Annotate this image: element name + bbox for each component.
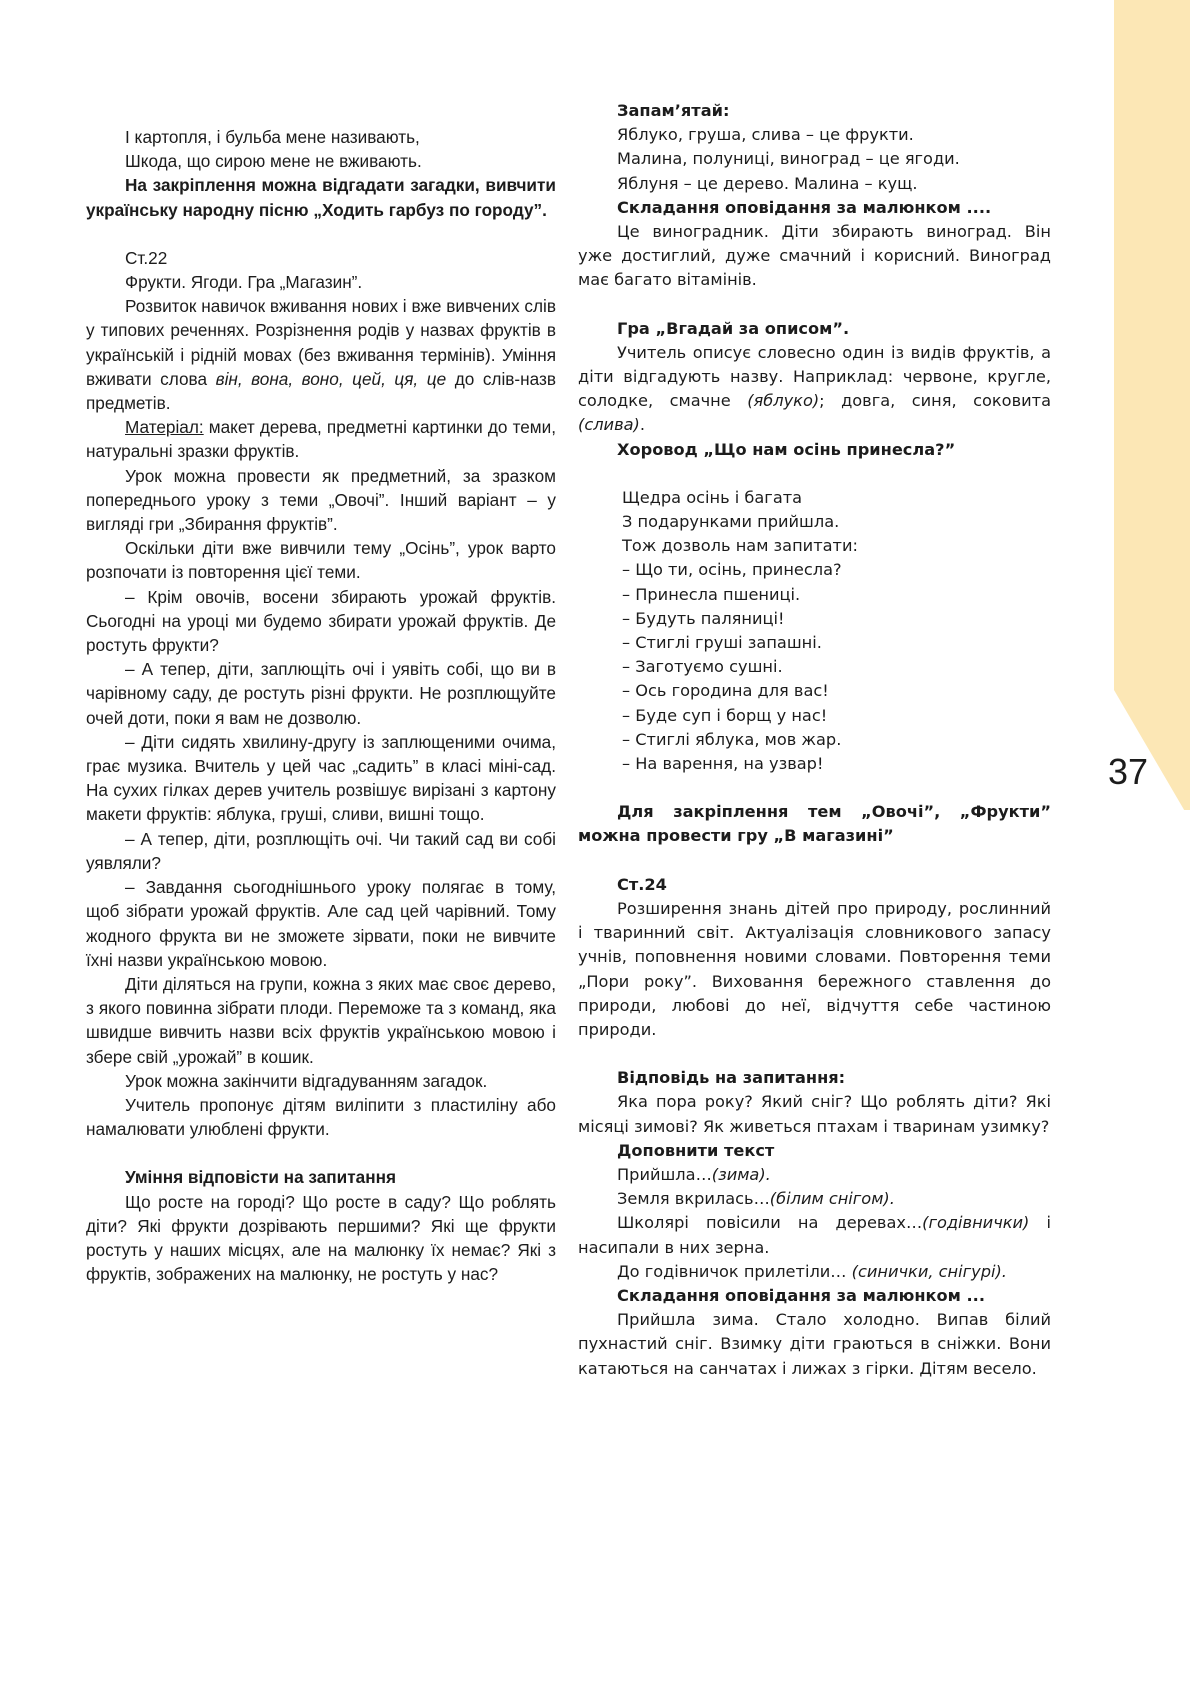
riddle-line-1: І картопля, і бульба мене називають, [125, 127, 420, 147]
answer-heading: Уміння відповісти на запитання [125, 1167, 396, 1188]
expansion-paragraph: Розширення знань дітей про природу, рослинний і тваринний світ. Актуалізація словникового запасу учнів, поповнення новими словами. Повторення теми „Пори року”. Виховання бережного ставлення до природи, любові до неї, відчуття себе частиною природи. [578, 898, 1051, 1039]
close-eyes-paragraph: – А тепер, діти, заплющіть очі і уявіть собі, що ви в чарівному саду, де ростуть різні фрукти. Не розплющуйте очей доти, поки я вам не дозволю. [86, 659, 556, 728]
poem-line: – Буде суп і борщ у нас! [622, 705, 828, 725]
fill-line-4-text: До годівничок прилетіли… [617, 1261, 847, 1281]
page-tab [1114, 0, 1190, 810]
poem-line: Тож дозволь нам запитати: [622, 536, 858, 556]
goals-text: Розвиток навичок вживання нових і вже вивчених слів у типових реченнях. Розрізнення родів у назвах фруктів в українській і рідній мовах (без вживання термінів). Уміння вживати слова [86, 296, 556, 389]
questions-text: Яка пора року? Який сніг? Що роблять діти? Які місяці зимові? Як живеться птахам і тваринам узимку? [578, 1092, 1051, 1136]
poem-line: З подарунками прийшла. [622, 512, 840, 532]
fill-line-4 [578, 1260, 1051, 1284]
material-paragraph [86, 415, 556, 463]
consolidation-note: На закріплення можна відгадати загадки, вивчити українську народну пісню „Ходить гарбуз по городу”. [86, 175, 556, 220]
goals-pronouns: він, вона, воно, цей, ця, це [215, 368, 447, 389]
open-eyes-paragraph: – А тепер, діти, розплющіть очі. Чи такий сад ви собі уявляли? [86, 828, 556, 873]
story-heading-2: Складання оповідання за малюнком ... [617, 1285, 985, 1305]
round-dance-heading: Хоровод „Що нам осінь принесла?” [617, 439, 956, 459]
poem-line: – На варення, на узвар! [622, 754, 824, 774]
lesson-goals [86, 294, 556, 415]
goals-text-end: до слів-назв предметів. [86, 368, 556, 414]
music-paragraph: – Діти сидять хвилину-другу із заплющеними очима, грає музика. Вчитель у цей час „садить” в класі міні-сад. На сухих гілках дерев учитель розвішує вирізані з картону макети фруктів: яблука, груші, сливи, вишні тощо. [86, 731, 556, 825]
story-heading: Складання оповідання за малюнком .... [617, 197, 992, 217]
poem-line: – Принесла пшениці. [622, 584, 801, 604]
remember-heading: Запам’ятай: [617, 101, 730, 120]
left-column [86, 125, 556, 1286]
material-text: макет дерева, предметні картинки до теми, натуральні зразки фруктів. [86, 417, 556, 462]
game-text [578, 341, 1051, 438]
lesson-title: Фрукти. Ягоди. Гра „Магазин”. [125, 272, 363, 293]
fill-line-3-end: і насипали в них зерна. [578, 1213, 1051, 1257]
riddle-line-2: Шкода, що сирою мене не вживають. [125, 151, 422, 172]
game-answer-plum: (слива) [578, 415, 640, 435]
page-number: 37 [1107, 751, 1149, 792]
story-text: Це виноградник. Діти збирають виноград. Він уже достиглий, дуже смачний і корисний. Виноград має багато вітамінів. [578, 222, 1051, 290]
fill-line-2-answer: (білим снігом). [769, 1189, 895, 1209]
poem-line: – Стиглі груші запашні. [622, 633, 822, 653]
fill-line-1 [578, 1163, 1051, 1187]
poem-line: – Ось городина для вас! [622, 681, 829, 701]
game-text-mid: ; довга, синя, соковита [819, 391, 1051, 411]
poem-line: – Будуть паляниці! [622, 608, 785, 628]
poem-line: Щедра осінь і багата [622, 487, 803, 507]
game-text-end: . [639, 415, 646, 435]
remember-line-3: Яблуня – це дерево. Малина – кущ. [617, 173, 918, 193]
answer-questions: Що росте на городі? Що росте в саду? Що роблять діти? Які фрукти дозрівають першими? Які ще фрукти ростуть у наших місцях, але на малюнку їх немає? Які з фруктів, зображених на малюнку, не ростуть у нас? [86, 1191, 556, 1285]
groups-paragraph: Діти діляться на групи, кожна з яких має своє дерево, з якого повинна зібрати плоди. Переможе та з команд, яка швидше вивчить назви всіх фруктів українською мовою і збере свій „урожай” в кошик. [86, 973, 556, 1067]
page-reference: Ст.22 [125, 247, 168, 268]
poem [578, 486, 1051, 776]
story-text-2: Прийшла зима. Стало холодно. Випав білий пухнастий сніг. Взимку діти граються в сніжки. Вони катаються на санчатах і лижах з гірки. Дітям весело. [578, 1310, 1051, 1378]
poem-line: – Заготуємо сушні. [622, 657, 783, 677]
fill-line-3 [578, 1211, 1051, 1259]
fill-line-3-answer: (годівнички) [922, 1213, 1030, 1233]
harvest-paragraph: – Крім овочів, восени збирають урожай фруктів. Сьогодні на уроці ми будемо збирати урожай фруктів. Де ростуть фрукти? [86, 586, 556, 656]
lesson-type-paragraph: Урок можна провести як предметний, за зразком попереднього уроку з теми „Овочі”. Інший варіант – у вигляді гри „Збирання фруктів”. [86, 465, 556, 535]
fill-line-3-text: Школярі повісили на деревах… [617, 1213, 923, 1233]
end-paragraph: Урок можна закінчити відгадуванням загадок. [125, 1070, 488, 1091]
remember-line-2: Малина, полуниці, виноград – це ягоди. [617, 149, 960, 169]
questions-heading: Відповідь на запитання: [617, 1068, 846, 1088]
game-text-start: Учитель описує словесно один із видів фруктів, а діти відгадують назву. Наприклад: червоне, кругле, солодке, смачне [578, 342, 1051, 411]
fill-line-1-text: Прийшла… [617, 1164, 712, 1184]
game-heading: Гра „Вгадай за описом”. [617, 318, 850, 338]
fill-line-2 [578, 1187, 1051, 1211]
fill-line-4-answer: (синички, снігурі). [851, 1261, 1007, 1281]
fill-line-1-answer: (зима). [711, 1164, 771, 1184]
autumn-paragraph: Оскільки діти вже вивчили тему „Осінь”, урок варто розпочати із повторення цієї теми. [86, 538, 556, 583]
page-reference: Ст.24 [617, 874, 667, 894]
complete-heading: Доповнити текст [617, 1140, 775, 1160]
clay-paragraph: Учитель пропонує дітям виліпити з пластиліну або намалювати улюблені фрукти. [86, 1094, 556, 1140]
right-column [578, 99, 1051, 1381]
poem-line: – Що ти, осінь, принесла? [622, 560, 842, 580]
remember-line-1: Яблуко, груша, слива – це фрукти. [617, 125, 914, 145]
task-paragraph: – Завдання сьогоднішнього уроку полягає в тому, щоб зібрати урожай фруктів. Але сад цей чарівний. Тому жодного фрукта ви не зможете зірвати, поки не вивчите їхні назви українською мовою. [86, 877, 556, 970]
game-answer-apple: (яблуко) [747, 391, 820, 411]
fill-line-2-text: Земля вкрилась… [617, 1189, 770, 1209]
material-label: Матеріал: [125, 417, 204, 438]
poem-line: – Стиглі яблука, мов жар. [622, 729, 842, 749]
shop-game-note: Для закріплення тем „Овочі”, „Фрукти” можна провести гру „В магазині” [578, 802, 1051, 846]
